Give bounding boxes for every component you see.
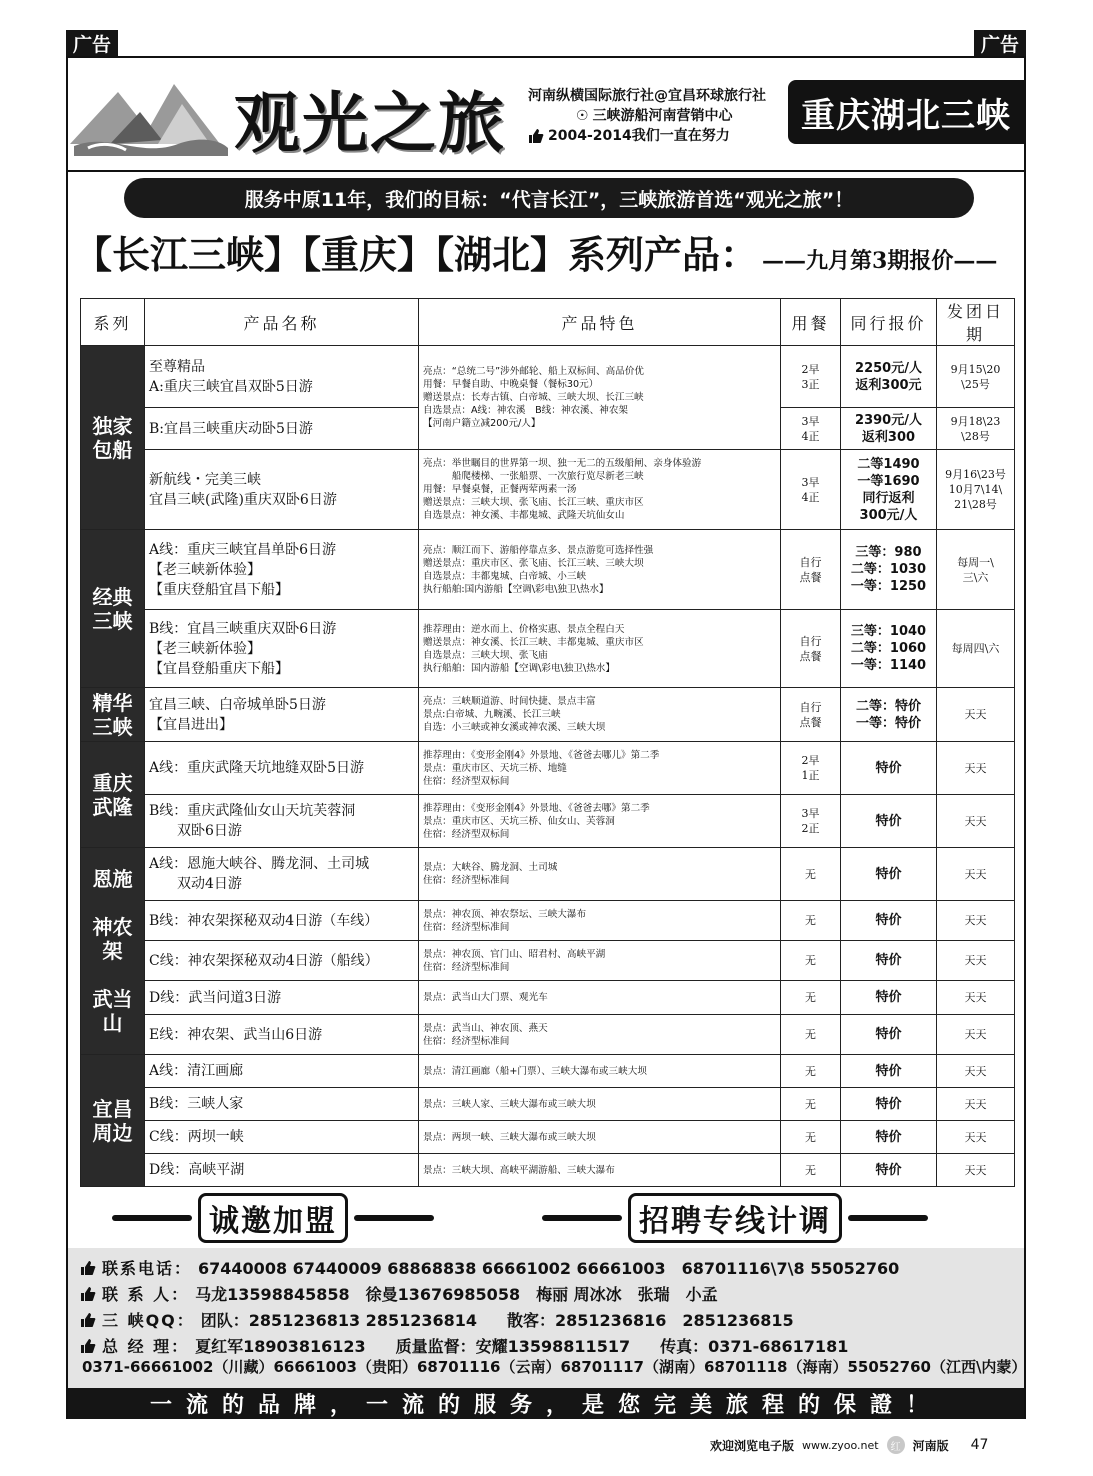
column-header: 产品名称 (145, 299, 419, 346)
product-name: A线：恩施大峡谷、腾龙洞、土司城 双动4日游 (145, 848, 419, 901)
contact-qq-row (80, 1308, 794, 1331)
agency-center: 三峡游船河南营销中心 (592, 108, 733, 124)
price-cell: 特价 (841, 1088, 937, 1121)
product-name: B线：宜昌三峡重庆双卧6日游 【老三峡新体验】 【宜昌登船重庆下船】 (145, 610, 419, 688)
header (68, 58, 1024, 172)
price-cell: 三等：1040 二等：1060 一等：1140 (841, 610, 937, 688)
qq-team: 团队：2851236813 2851236814 (200, 1311, 478, 1330)
date-cell: 天天 (937, 795, 1015, 848)
product-features: 景点：清江画廊（船+门票）、三峡大瀑布或三峡大坝 (419, 1055, 781, 1088)
qq-label: 三 峡QQ： (102, 1311, 195, 1330)
product-features: 亮点：三峡顺道游、时间快捷、景点丰富 景点:白帝城、九畹溪、长江三峡 自选：小三峡或神女溪或神农溪、三峡大坝 (419, 688, 781, 742)
price-cell: 特价 (841, 848, 937, 901)
manager-value: 夏红军18903816123 (195, 1337, 366, 1356)
price-cell: 特价 (841, 1121, 937, 1154)
agency-info (528, 86, 766, 146)
phone-value: 67440008 67440009 68868838 66661002 66661003 68701116\7\8 55052760 (198, 1259, 900, 1278)
page-footer (710, 1436, 988, 1454)
brand-title: 观光之旅 (234, 84, 506, 162)
price-cell: 特价 (841, 1154, 937, 1187)
advertisement-frame (66, 56, 1026, 1419)
product-features: 景点：三峡大坝、高峡平湖游船、三峡大瀑布 (419, 1154, 781, 1187)
meal-cell: 3早 4正 (781, 450, 841, 530)
meal-cell: 无 (781, 901, 841, 941)
meal-cell: 无 (781, 1154, 841, 1187)
meal-cell: 无 (781, 848, 841, 901)
thumbs-up-icon (80, 1338, 96, 1354)
contact-person-row (80, 1282, 718, 1305)
agency-tagline: 2004-2014我们一直在努力 (548, 128, 730, 144)
person-label: 联 系 人： (102, 1285, 190, 1304)
date-cell: 天天 (937, 1055, 1015, 1088)
product-features: 景点：神农顶、神农祭坛、三峡大瀑布 住宿：经济型标准间 (419, 901, 781, 941)
ad-tag-right: 广告 (974, 30, 1026, 56)
product-name: C线：两坝一峡 (145, 1121, 419, 1154)
quality-supervisor: 质量监督：安耀13598811517 (395, 1337, 631, 1356)
column-header: 同行报价 (841, 299, 937, 346)
meal-cell: 无 (781, 941, 841, 981)
price-cell: 特价 (841, 742, 937, 795)
product-name: 宜昌三峡、白帝城单卧5日游 【宜昌进出】 (145, 688, 419, 742)
table-row (81, 688, 1015, 742)
product-features: 景点：三峡人家、三峡大瀑布或三峡大坝 (419, 1088, 781, 1121)
meal-cell: 无 (781, 1088, 841, 1121)
banner-recruit-text: 招聘专线计调 (628, 1193, 842, 1243)
date-cell: 天天 (937, 742, 1015, 795)
ad-tag-left: 广告 (66, 30, 118, 56)
date-cell: 天天 (937, 1121, 1015, 1154)
contact-manager-row (80, 1334, 848, 1357)
date-cell: 9月16\23号 10月7\14\ 21\28号 (937, 450, 1015, 530)
meal-cell: 无 (781, 1015, 841, 1055)
category-cell: 宜昌 周边 (81, 1055, 145, 1187)
dot-icon: ☉ (576, 108, 589, 124)
date-cell: 天天 (937, 1088, 1015, 1121)
meal-cell: 3早 2正 (781, 795, 841, 848)
price-cell: 二等：特价 一等：特价 (841, 688, 937, 742)
product-features: 景点：两坝一峡、三峡大瀑布或三峡大坝 (419, 1121, 781, 1154)
product-features: 推荐理由：逆水而上、价格实惠、景点全程白天 赠送景点：神女溪、长江三峡、丰都鬼城、重庆市区 自选景点：三峡大坝、张飞庙 执行船舶：国内游船【空调\彩电\独卫\热水】 (419, 610, 781, 688)
manager-label: 总 经 理： (102, 1337, 190, 1356)
date-cell: 天天 (937, 688, 1015, 742)
table-row (81, 848, 1015, 901)
product-name: B线：重庆武隆仙女山天坑芙蓉洞 双卧6日游 (145, 795, 419, 848)
mountain-logo-icon (70, 74, 230, 160)
series-title-main: 【长江三峡】【重庆】【湖北】系列产品： (74, 233, 759, 277)
product-features: 推荐理由：《变形金刚4》外景地、《爸爸去哪》第二季 景点：重庆市区、天坑三桥、仙女山、芙蓉洞 住宿：经济型双标间 (419, 795, 781, 848)
slogan-bar: 服务中原11年，我们的目标：“代言长江”，三峡旅游首选“观光之旅”！ (124, 178, 974, 218)
category-cell: 独家 包船 (81, 346, 145, 530)
product-features: 亮点：举世瞩目的世界第一坝、独一无二的五级船闸、亲身体验游 船爬楼梯、一张船票、一次旅行览尽新老三峡 用餐：早餐桌餐，正餐两荤两素一汤 赠送景点：三峡大坝、张飞庙、长江三峡、重庆市区 自选景点：神女溪、丰都鬼城、武隆天坑仙女山 (419, 450, 781, 530)
series-subtitle: ——九月第3期报价—— (762, 248, 998, 274)
table-row (81, 1154, 1015, 1187)
product-name: D线：高峡平湖 (145, 1154, 419, 1187)
product-features: 景点：武当山、神农顶、燕天 住宿：经济型标准间 (419, 1015, 781, 1055)
date-cell: 9月15\20 \25号 (937, 346, 1015, 408)
thumbs-up-icon (80, 1312, 96, 1328)
product-features: 景点：大峡谷、腾龙洞、土司城 住宿：经济型标准间 (419, 848, 781, 901)
category-cell: 恩施 神农 架 武当 山 (81, 848, 145, 1055)
price-cell: 特价 (841, 941, 937, 981)
meal-cell: 自行 点餐 (781, 688, 841, 742)
banner-join-text: 诚邀加盟 (198, 1193, 348, 1243)
qq-individual: 散客：2851236816 2851236815 (507, 1311, 794, 1330)
table-row (81, 1015, 1015, 1055)
region-badge: 重庆湖北三峡 (788, 80, 1024, 144)
banner-rule (112, 1215, 192, 1221)
motto-bar: 一流的品牌，一流的服务，是您完美旅程的保證！ (68, 1388, 1024, 1419)
footer-site[interactable]: www.zyoo.net (802, 1438, 879, 1452)
product-name: A线：重庆武隆天坑地缝双卧5日游 (145, 742, 419, 795)
banner-recruit (542, 1198, 928, 1238)
category-cell: 重庆 武隆 (81, 742, 145, 848)
date-cell: 天天 (937, 1015, 1015, 1055)
branch-offices: 0371-66661002（川藏）66661003（贵阳）68701116（云南）68701117（湖南）68701118（海南）55052760（江西\内蒙） (82, 1358, 1027, 1376)
product-features: 景点：神农顶、官门山、昭君村、高峡平湖 住宿：经济型标准间 (419, 941, 781, 981)
agency-name: 河南纵横国际旅行社@宜昌环球旅行社 (528, 88, 766, 104)
table-row (81, 1121, 1015, 1154)
category-cell: 精华 三峡 (81, 688, 145, 742)
table-row (81, 450, 1015, 530)
date-cell: 天天 (937, 848, 1015, 901)
table-row (81, 530, 1015, 610)
product-features: 亮点：顺江而下、游船停靠点多、景点游览可选择性强 赠送景点：重庆市区、张飞庙、长江三峡、三峡大坝 自选景点：丰都鬼城、白帝城、小三峡 执行船舶:国内游船【空调\彩电\独卫\热水】 (419, 530, 781, 610)
footer-edition: 河南版 (912, 1438, 949, 1453)
person-value: 马龙13598845858 徐曼13676985058 梅丽 周冰冰 张瑞 小孟 (195, 1285, 718, 1304)
product-name: B线：神农架探秘双动4日游（车线） (145, 901, 419, 941)
product-name: E线：神农架、武当山6日游 (145, 1015, 419, 1055)
date-cell: 天天 (937, 981, 1015, 1015)
price-cell: 特价 (841, 1055, 937, 1088)
page-number: 47 (970, 1437, 989, 1453)
date-cell: 9月18\23 \28号 (937, 408, 1015, 450)
table-row (81, 1055, 1015, 1088)
category-cell: 经典 三峡 (81, 530, 145, 688)
product-features: 推荐理由：《变形金刚4》外景地、《爸爸去哪儿》第二季 景点：重庆市区、天坑三桥、地缝 住宿：经济型双标间 (419, 742, 781, 795)
price-table (80, 298, 1015, 1187)
product-name: B线：三峡人家 (145, 1088, 419, 1121)
contact-panel (68, 1248, 1027, 1388)
banner-join (112, 1198, 434, 1238)
product-name: A线：清江画廊 (145, 1055, 419, 1088)
price-cell: 特价 (841, 1015, 937, 1055)
meal-cell: 自行 点餐 (781, 530, 841, 610)
product-name: B:宜昌三峡重庆动卧5日游 (145, 408, 419, 450)
price-cell: 2390元/人 返利300 (841, 408, 937, 450)
meal-cell: 无 (781, 1055, 841, 1088)
table-row (81, 346, 1015, 408)
meal-cell: 2早 3正 (781, 346, 841, 408)
product-features: 景点：武当山大门票、观光车 (419, 981, 781, 1015)
edition-badge-icon: 红 (887, 1436, 905, 1454)
product-name: 至尊精品 A:重庆三峡宜昌双卧5日游 (145, 346, 419, 408)
product-name: C线：神农架探秘双动4日游（船线） (145, 941, 419, 981)
thumbs-up-icon (80, 1260, 96, 1276)
table-row (81, 742, 1015, 795)
series-title (74, 224, 997, 279)
column-header: 系列 (81, 299, 145, 346)
footer-welcome: 欢迎浏览电子版 (710, 1438, 795, 1453)
banner-rule (848, 1215, 928, 1221)
date-cell: 天天 (937, 941, 1015, 981)
table-row (81, 981, 1015, 1015)
meal-cell: 无 (781, 1121, 841, 1154)
column-header: 产品特色 (419, 299, 781, 346)
price-cell: 特价 (841, 981, 937, 1015)
price-cell: 2250元/人 返利300元 (841, 346, 937, 408)
product-name: 新航线・完美三峡 宜昌三峡(武隆)重庆双卧6日游 (145, 450, 419, 530)
price-cell: 三等：980 二等：1030 一等：1250 (841, 530, 937, 610)
table-row (81, 941, 1015, 981)
thumbs-up-icon (80, 1286, 96, 1302)
price-cell: 二等1490 一等1690 同行返利 300元/人 (841, 450, 937, 530)
column-header: 用餐 (781, 299, 841, 346)
product-name: A线：重庆三峡宜昌单卧6日游 【老三峡新体验】 【重庆登船宜昌下船】 (145, 530, 419, 610)
meal-cell: 无 (781, 981, 841, 1015)
table-row (81, 1088, 1015, 1121)
price-cell: 特价 (841, 901, 937, 941)
meal-cell: 3早 4正 (781, 408, 841, 450)
table-row (81, 901, 1015, 941)
column-header: 发团日期 (937, 299, 1015, 346)
date-cell: 天天 (937, 901, 1015, 941)
date-cell: 每周四\六 (937, 610, 1015, 688)
meal-cell: 2早 1正 (781, 742, 841, 795)
date-cell: 天天 (937, 1154, 1015, 1187)
table-header-row (81, 299, 1015, 346)
meal-cell: 自行 点餐 (781, 610, 841, 688)
banner-rule (542, 1215, 622, 1221)
thumbs-up-icon (528, 128, 544, 144)
banner-rule (354, 1215, 434, 1221)
phone-label: 联系电话： (102, 1259, 193, 1278)
contact-phone-row (80, 1256, 899, 1279)
product-features: 亮点：“总统二号”涉外邮轮、船上双标间、高品价优 用餐：早餐自助、中晚桌餐（餐标30元） 赠送景点：长寿古镇、白帝城、三峡大坝、长江三峡 自选景点：A线：神农溪 B线：神农溪、神农架 【河南户籍立减200元/人】 (419, 346, 781, 450)
date-cell: 每周一\ 三\六 (937, 530, 1015, 610)
table-row (81, 795, 1015, 848)
price-cell: 特价 (841, 795, 937, 848)
product-name: D线：武当问道3日游 (145, 981, 419, 1015)
fax-number: 传真：0371-68617181 (660, 1337, 849, 1356)
table-row (81, 610, 1015, 688)
